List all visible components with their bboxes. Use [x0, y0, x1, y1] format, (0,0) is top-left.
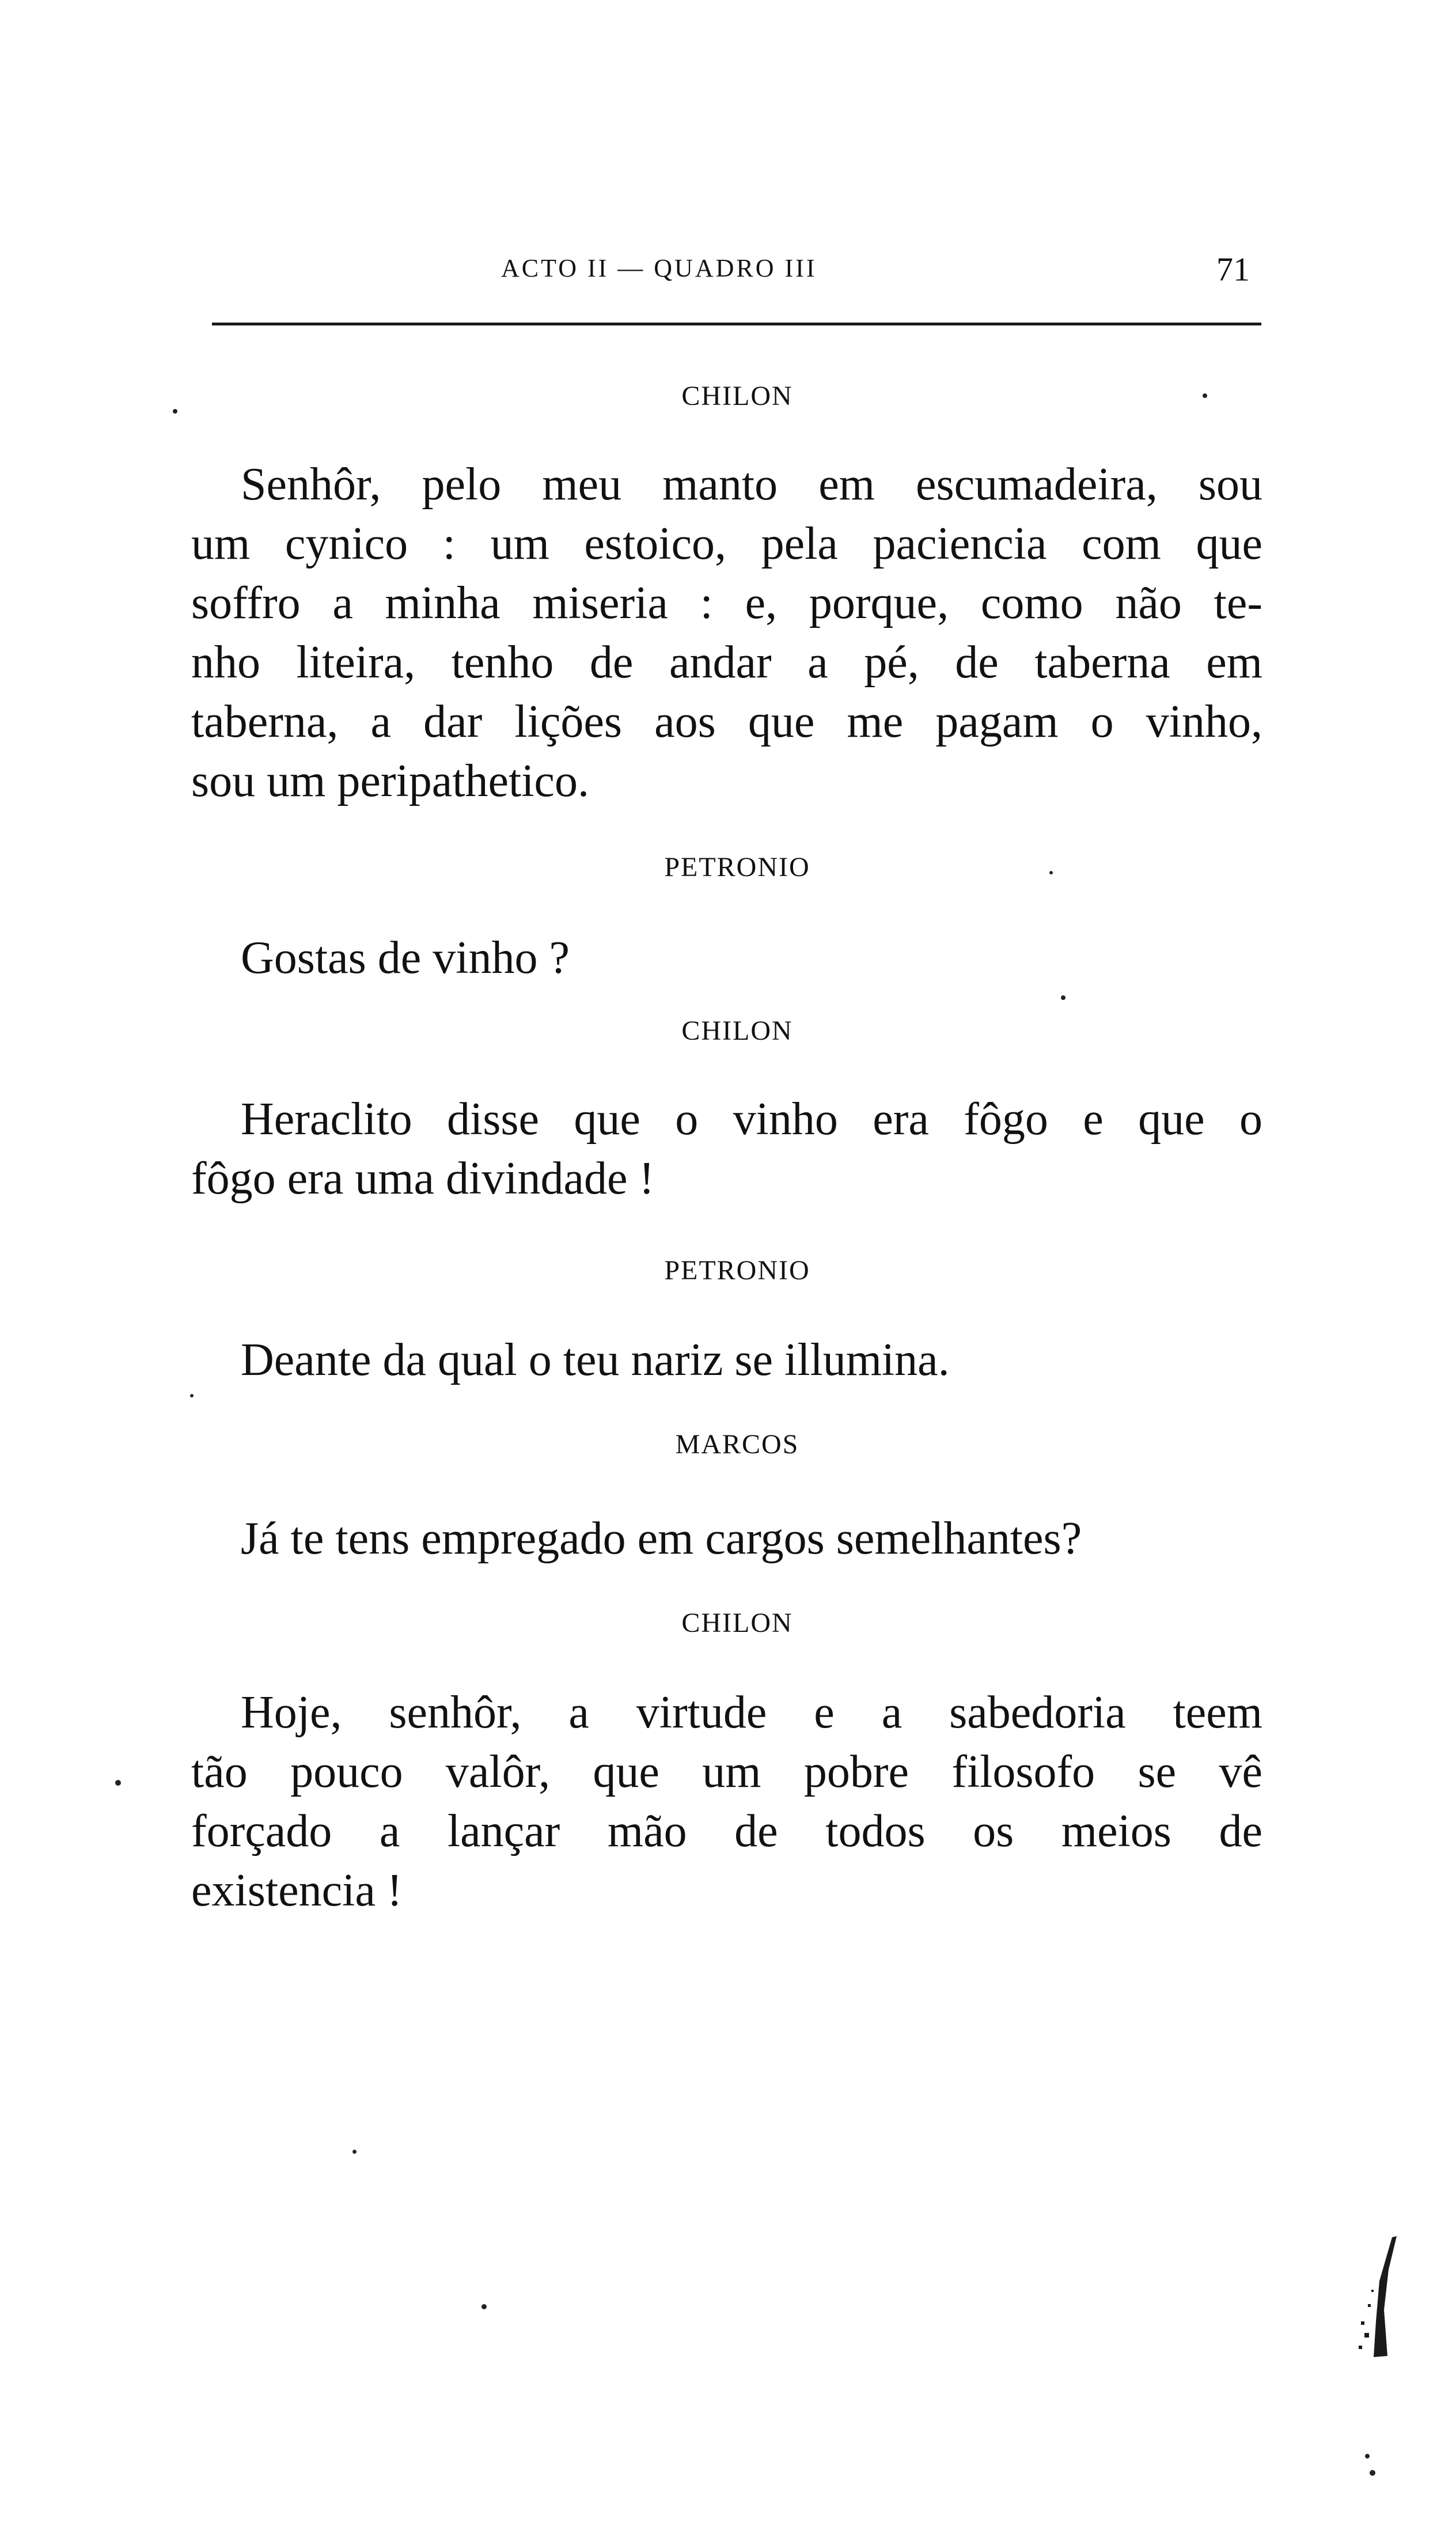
speech-line: Já te tens empregado em cargos semelhantes? [241, 1513, 1082, 1564]
speech-paragraph [191, 1683, 1262, 1920]
page-edge-mark [1356, 2235, 1402, 2367]
page-header [213, 253, 1261, 300]
speech-paragraph [191, 1090, 1262, 1209]
speech-line: Hoje, senhôr, a virtude e a sabedoria teem [241, 1687, 1262, 1738]
speech-line: forçado a lançar mão de todos os meios de [191, 1806, 1262, 1857]
speech-line: nho liteira, tenho de andar a pé, de taberna em [191, 637, 1262, 688]
speech-line: Senhôr, pelo meu manto em escumadeira, sou [241, 459, 1262, 510]
speech-paragraph [191, 1331, 1262, 1390]
speaker-name: CHILON [681, 1016, 793, 1046]
speech-line: taberna, a dar lições aos que me pagam o vinho, [191, 696, 1262, 747]
ink-speck [1049, 871, 1053, 874]
speech-line: sou um peripathetico. [191, 756, 589, 806]
ink-speck [115, 1780, 121, 1786]
speech-line: Gostas de vinho ? [241, 933, 570, 983]
speech-line: existencia ! [191, 1865, 403, 1916]
speaker-name: CHILON [681, 1608, 793, 1638]
speech-line: fôgo era uma divindade ! [191, 1153, 655, 1204]
ink-speck [1365, 2454, 1370, 2458]
speech-line: Deante da qual o teu nariz se illumina. [241, 1335, 950, 1385]
ink-speck [173, 409, 177, 414]
ink-speck [1370, 2470, 1375, 2476]
ink-speck [1203, 393, 1207, 398]
speech-line: um cynico : um estoico, pela paciencia com que [191, 518, 1262, 569]
speaker-name: PETRONIO [664, 852, 810, 882]
ink-speck [352, 2150, 357, 2154]
speech-paragraph [191, 929, 1262, 988]
speech-paragraph [191, 455, 1262, 811]
page-number: 71 [1216, 251, 1250, 288]
ink-speck [481, 2304, 487, 2309]
header-rule [212, 323, 1261, 325]
speech-line: Heraclito disse que o vinho era fôgo e que o [241, 1094, 1262, 1145]
running-head: ACTO II — QUADRO III [501, 254, 817, 282]
speaker-name: CHILON [681, 381, 793, 411]
speech-line: tão pouco valôr, que um pobre filosofo se vê [191, 1747, 1262, 1797]
speaker-name: MARCOS [675, 1429, 799, 1460]
ink-speck [1061, 995, 1066, 1000]
speech-paragraph [191, 1509, 1262, 1569]
ink-speck [190, 1394, 194, 1397]
speech-line: soffro a minha miseria : e, porque, como não te- [191, 578, 1262, 628]
speaker-name: PETRONIO [664, 1255, 810, 1286]
